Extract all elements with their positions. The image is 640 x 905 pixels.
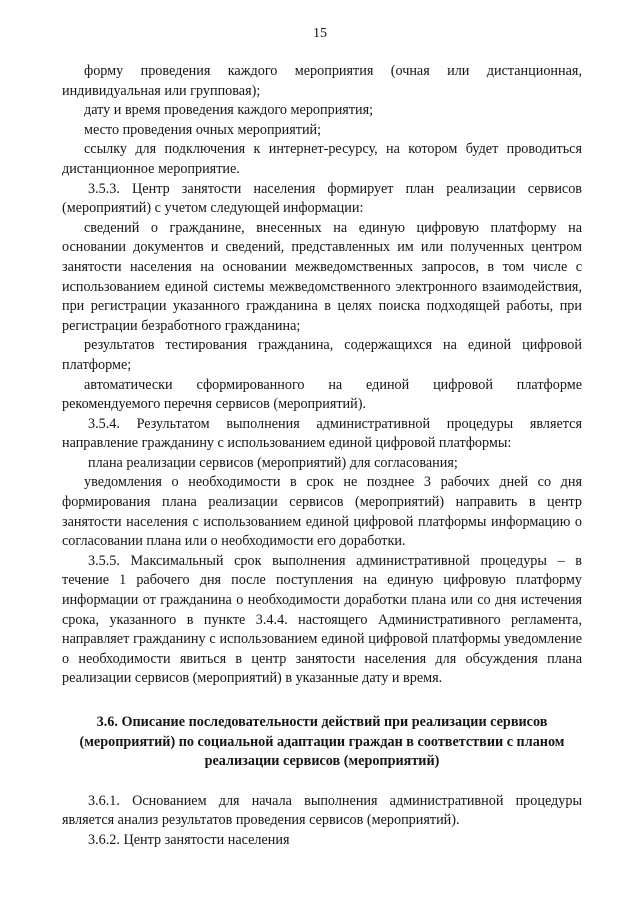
paragraph-3-6-1: 3.6.1. Основанием для начала выполнения административной процедуры является анализ результатов проведения сервисов (мероприятий). bbox=[62, 792, 582, 829]
paragraph-3-5-4: 3.5.4. Результатом выполнения административной процедуры является направление гражданину с использованием единой цифровой платформы: bbox=[62, 415, 582, 452]
paragraph-3-5-3: 3.5.3. Центр занятости населения формирует план реализации сервисов (мероприятий) с учетом следующей информации: bbox=[62, 180, 582, 217]
paragraph-link: ссылку для подключения к интернет-ресурсу, на котором будет проводиться дистанционное мероприятие. bbox=[62, 141, 582, 177]
paragraph-form: форму проведения каждого мероприятия (очная или дистанционная, индивидуальная или групповая); bbox=[62, 63, 582, 99]
section-heading-3-6: 3.6. Описание последовательности действий при реализации сервисов (мероприятий) по социальной адаптации граждан в соответствии с планом реализации сервисов (мероприятий) bbox=[79, 714, 565, 770]
paragraph-3-5-5: 3.5.5. Максимальный срок выполнения административной процедуры – в течение 1 рабочего дня после поступления на единую цифровую платформу информации от гражданина о необходимости доработки плана или со дня истечения срока, указанного в пункте 3.4.4. настоящего Административного регламента, направляет гражданину с использованием единой цифровой платформы уведомление о необходимости явиться в центр занятости населения для обсуждения плана реализации сервисов (мероприятий) в указанные дату и время. bbox=[62, 552, 582, 687]
paragraph-test-results: результатов тестирования гражданина, содержащихся на единой цифровой платформе; bbox=[62, 337, 582, 373]
paragraph-place: место проведения очных мероприятий; bbox=[84, 121, 322, 138]
paragraph-3-6-2: 3.6.2. Центр занятости населения bbox=[88, 831, 290, 848]
paragraph-date-time: дату и время проведения каждого мероприятия; bbox=[84, 102, 374, 119]
document-body bbox=[62, 62, 582, 851]
paragraph-plan-approval: плана реализации сервисов (мероприятий) для согласования; bbox=[88, 454, 458, 471]
paragraph-auto-list: автоматически сформированного на единой цифровой платформе рекомендуемого перечня сервисов (мероприятий). bbox=[62, 376, 582, 413]
paragraph-notification: уведомления о необходимости в срок не позднее 3 рабочих дней со дня формирования плана реализации сервисов (мероприятий) направить в центр занятости населения с использованием единой цифровой платформы информацию о согласовании плана или о необходимости его доработки. bbox=[62, 474, 582, 550]
page-number: 15 bbox=[313, 26, 327, 41]
paragraph-citizen-info: сведений о гражданине, внесенных на единую цифровую платформу на основании документов и сведений, представленных им или полученных центром занятости населения на основании межведомственных запросов, в том числе с использованием единой системы межведомственного электронного взаимодействия, при регистрации указанного гражданина в целях поиска подходящей работы, при регистрации безработного гражданина; bbox=[62, 219, 582, 334]
